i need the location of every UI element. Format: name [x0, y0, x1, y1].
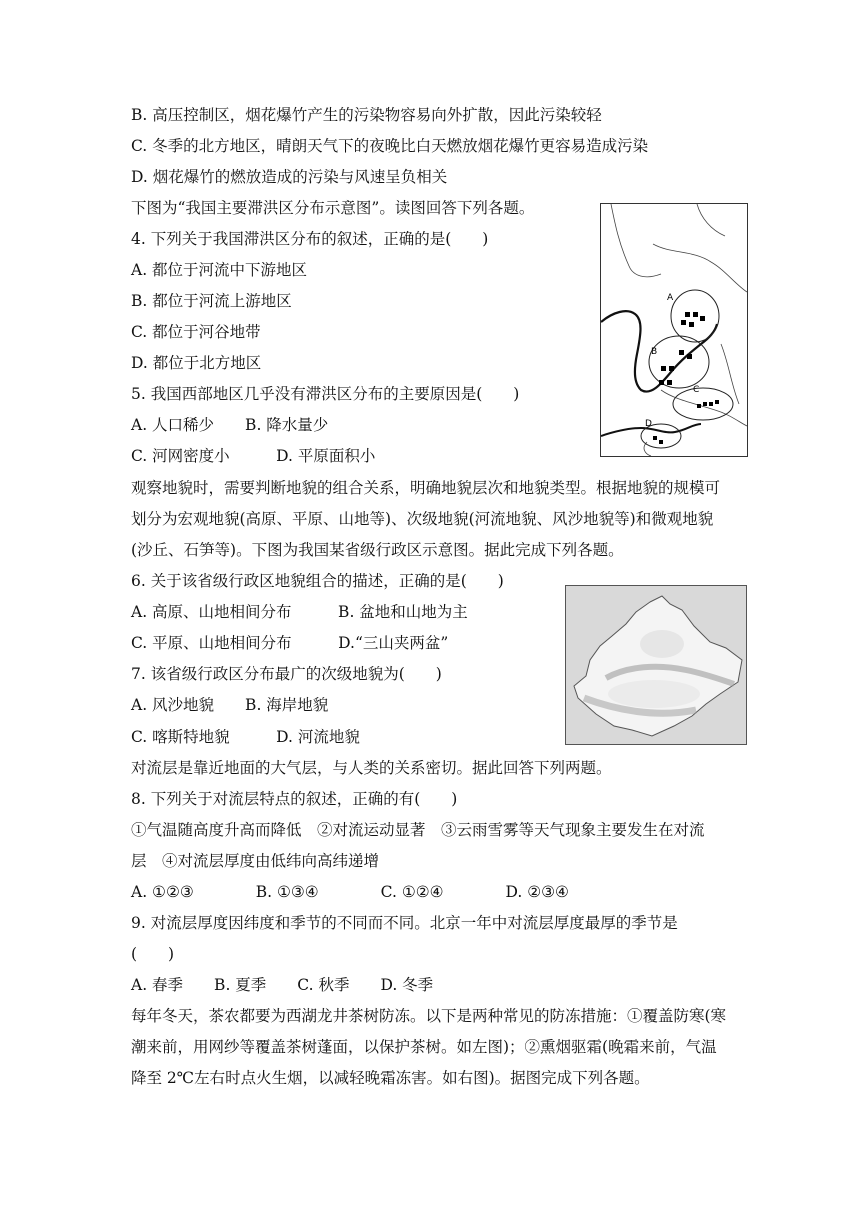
option-line: D. 都位于北方地区: [131, 354, 262, 372]
question-text: 8. 下列关于对流层特点的叙述，正确的有( ): [131, 790, 458, 808]
flood-area-map-figure: [600, 203, 748, 457]
option-line: A. 都位于河流中下游地区: [131, 261, 308, 279]
map-label-c: C: [693, 385, 700, 395]
province-relief-map: [566, 586, 746, 744]
flood-area-map: [601, 204, 747, 456]
option-line: 层 ④对流层厚度由低纬向高纬递增: [131, 852, 380, 870]
question-text: 6. 关于该省级行政区地貌组合的描述，正确的是( ): [131, 572, 504, 590]
option-line: A. 高原、山地相间分布 B. 盆地和山地为主: [131, 603, 468, 621]
option-line: ①气温随高度升高而降低 ②对流运动显著 ③云雨雪雾等天气现象主要发生在对流: [131, 821, 705, 839]
option-line: A. 人口稀少 B. 降水量少: [131, 416, 329, 434]
option-line: B. 高压控制区，烟花爆竹产生的污染物容易向外扩散，因此污染较轻: [131, 106, 602, 124]
map-label-d: D: [645, 419, 652, 429]
intro-text: 对流层是靠近地面的大气层，与人类的关系密切。据此回答下列两题。: [131, 759, 612, 777]
intro-text: (沙丘、石笋等)。下图为我国某省级行政区示意图。据此完成下列各题。: [131, 541, 624, 559]
option-line: A. 春季 B. 夏季 C. 秋季 D. 冬季: [131, 976, 434, 994]
intro-text: 划分为宏观地貌(高原、平原、山地等)、次级地貌(河流地貌、风沙地貌等)和微观地貌: [131, 510, 714, 528]
option-line: ( ): [131, 945, 175, 963]
intro-text: 下图为“我国主要滞洪区分布示意图”。读图回答下列各题。: [131, 199, 535, 217]
question-text: 7. 该省级行政区分布最广的次级地貌为( ): [131, 665, 442, 683]
option-line: C. 喀斯特地貌 D. 河流地貌: [131, 728, 360, 746]
intro-text: 潮来前，用网纱等覆盖茶树蓬面，以保护茶树。如左图)；②熏烟驱霜(晚霜来前，气温: [131, 1038, 717, 1056]
option-line: B. 都位于河流上游地区: [131, 292, 292, 310]
intro-text: 每年冬天，茶农都要为西湖龙井茶树防冻。以下是两种常见的防冻措施：①覆盖防寒(寒: [131, 1007, 727, 1025]
intro-text: 观察地貌时，需要判断地貌的组合关系，明确地貌层次和地貌类型。根据地貌的规模可: [131, 479, 721, 497]
question-text: 4. 下列关于我国滞洪区分布的叙述，正确的是( ): [131, 230, 489, 248]
map-label-a: A: [667, 293, 674, 303]
intro-text: 降至 2℃左右时点火生烟，以减轻晚霜冻害。如右图)。据图完成下列各题。: [131, 1069, 650, 1087]
question-text: 5. 我国西部地区几乎没有滞洪区分布的主要原因是( ): [131, 385, 520, 403]
option-line: C. 冬季的北方地区，晴朗天气下的夜晚比白天燃放烟花爆竹更容易造成污染: [131, 137, 649, 155]
option-line: C. 平原、山地相间分布 D.“三山夹两盆”: [131, 634, 449, 652]
question-text: 9. 对流层厚度因纬度和季节的不同而不同。北京一年中对流层厚度最厚的季节是: [131, 914, 678, 932]
option-line: C. 都位于河谷地带: [131, 323, 261, 341]
option-line: C. 河网密度小 D. 平原面积小: [131, 447, 376, 465]
option-line: A. ①②③ B. ①③④ C. ①②④ D. ②③④: [131, 883, 569, 901]
province-relief-map-figure: [565, 585, 747, 745]
option-line: A. 风沙地貌 B. 海岸地貌: [131, 696, 329, 714]
option-line: D. 烟花爆竹的燃放造成的污染与风速呈负相关: [131, 168, 448, 186]
map-label-b: B: [651, 347, 658, 357]
